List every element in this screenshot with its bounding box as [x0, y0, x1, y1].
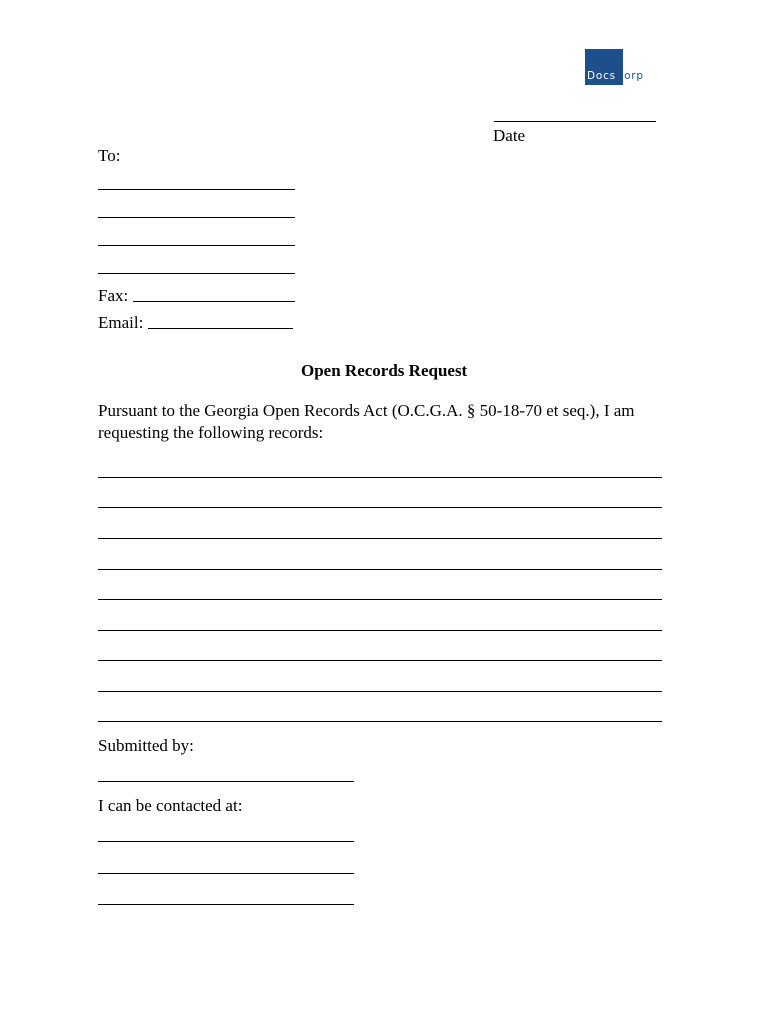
- submitted-by-line: [98, 781, 354, 782]
- date-line: [494, 121, 656, 122]
- docscorp-logo: [583, 49, 649, 99]
- contact-line-1: [98, 841, 354, 842]
- logo-wordmark: DocsCorp: [587, 70, 644, 82]
- to-address-line-4: [98, 273, 295, 274]
- request-paragraph-line-2: requesting the following records:: [98, 423, 324, 442]
- fax-label: Fax:: [98, 286, 129, 305]
- records-line-4: [98, 569, 662, 570]
- records-line-6: [98, 630, 662, 631]
- records-line-5: [98, 599, 662, 600]
- contact-line-3: [98, 904, 354, 905]
- to-address-line-2: [98, 217, 295, 218]
- date-label: Date: [493, 126, 526, 145]
- email-label: Email:: [98, 313, 144, 332]
- to-address-line-3: [98, 245, 295, 246]
- records-line-2: [98, 507, 662, 508]
- request-paragraph-line-1: Pursuant to the Georgia Open Records Act (O.C.G.A. § 50-18-70 et seq.), I am: [98, 401, 635, 420]
- records-line-9: [98, 721, 662, 722]
- records-line-8: [98, 691, 662, 692]
- contact-label: I can be contacted at:: [98, 796, 243, 815]
- contact-line-2: [98, 873, 354, 874]
- records-line-7: [98, 660, 662, 661]
- fax-line: [133, 301, 295, 302]
- document-title: Open Records Request: [301, 361, 468, 380]
- submitted-by-label: Submitted by:: [98, 736, 194, 755]
- records-line-3: [98, 538, 662, 539]
- records-line-1: [98, 477, 662, 478]
- email-line: [148, 328, 293, 329]
- to-address-line-1: [98, 189, 295, 190]
- to-label: To:: [98, 146, 121, 165]
